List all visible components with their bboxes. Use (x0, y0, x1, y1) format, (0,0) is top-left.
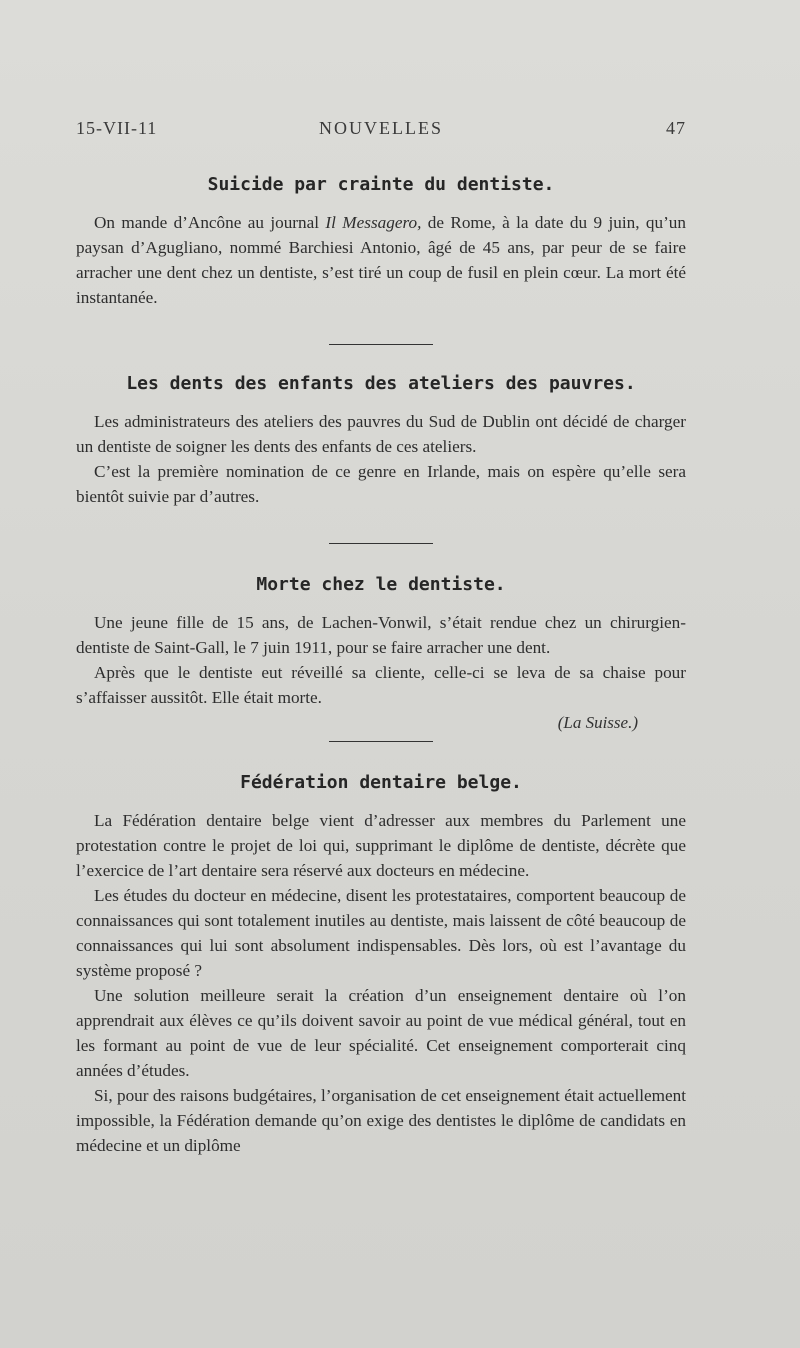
article-title: Morte chez le dentiste. (256, 574, 506, 595)
page-content (76, 172, 686, 1158)
article-dublin (76, 371, 686, 509)
article-suicide (76, 172, 686, 310)
section-divider (329, 344, 433, 345)
article-paragraph (76, 210, 686, 310)
section-divider (329, 741, 433, 742)
article-paragraph: Une solution meilleure serait la création d’un enseignement dentaire où l’on apprendrait aux élèves ce qu’ils doivent savoir au point de vue médical général, tout en les formant au point de vue de leur spécialité. Cet enseignement comporterait cinq années d’études. (76, 986, 686, 1080)
article-paragraph: Les études du docteur en médecine, disent les protestataires, comportent beaucoup de connaissances qui sont totalement inutiles au dentiste, mais laissent de côté beaucoup de connaissances qui lui sont absolument indispensables. Dès lors, où est l’avantage du système proposé ? (76, 886, 686, 980)
paragraph-text-start: On mande d’Ancône au journal (94, 213, 326, 232)
article-paragraph: La Fédération dentaire belge vient d’adresser aux membres du Parlement une protestation contre le projet de loi qui, supprimant le diplôme de dentiste, décrète que l’exercice de l’art dentaire sera réservé aux docteurs en médecine. (76, 811, 686, 880)
article-morte (76, 572, 686, 735)
running-header (76, 118, 686, 144)
article-paragraph: Si, pour des raisons budgétaires, l’organisation de cet enseignement était actuellement impossible, la Fédération demande qu’on exige des dentistes le diplôme de candidats en médecine et un diplôme (76, 1086, 686, 1155)
article-source: (La Suisse.) (557, 713, 638, 732)
article-paragraph: Après que le dentiste eut réveillé sa cliente, celle-ci se leva de sa chaise pour s’affaisser aussitôt. Elle était morte. (76, 663, 686, 707)
article-paragraph: Les administrateurs des ateliers des pauvres du Sud de Dublin ont décidé de charger un dentiste de soigner les dents des enfants de ces ateliers. (76, 412, 686, 456)
paragraph-text-end: de Rome, à la date du 9 juin, qu’un paysan d’Agugliano, nommé Barchiesi Antonio, âgé de 45 ans, par peur de se faire arracher une dent chez un dentiste, s’est tiré un coup de fusil en plein cœur. La mort été instantanée. (76, 213, 686, 307)
article-paragraph: Une jeune fille de 15 ans, de Lachen-Vonwil, s’était rendue chez un chirurgien-dentiste de Saint-Gall, le 7 juin 1911, pour se faire arracher une dent. (76, 613, 686, 657)
article-title: Suicide par crainte du dentiste. (207, 174, 555, 195)
article-paragraph: C’est la première nomination de ce genre en Irlande, mais on espère qu’elle sera bientôt suivie par d’autres. (76, 462, 686, 506)
article-title: Fédération dentaire belge. (240, 772, 522, 793)
section-divider (329, 543, 433, 544)
header-date: 15-VII-11 (76, 118, 158, 138)
page-number: 47 (666, 118, 686, 138)
article-title: Les dents des enfants des ateliers des pauvres. (126, 373, 636, 394)
header-section-title: NOUVELLES (319, 118, 443, 138)
article-federation (76, 770, 686, 1158)
newspaper-name: Il Messagero, (325, 213, 422, 232)
